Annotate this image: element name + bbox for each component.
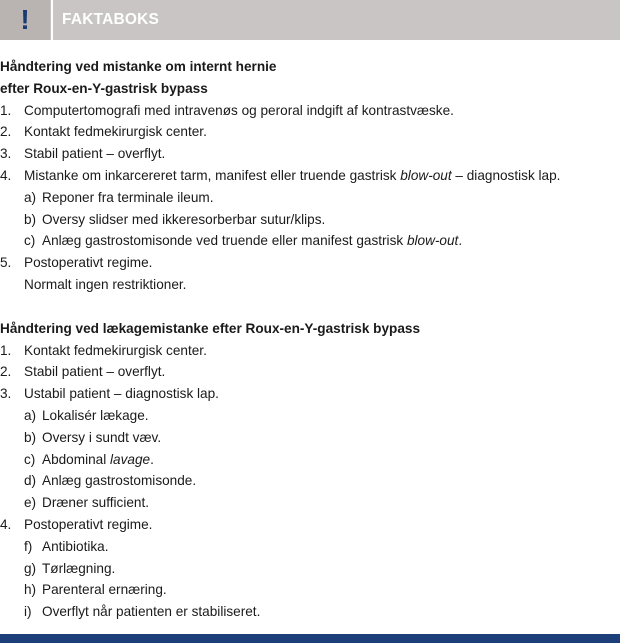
item-number: 3. [0, 146, 12, 162]
sub-item [0, 558, 612, 580]
sub-item-letter: c) [24, 233, 36, 249]
item-text: – diagnostisk lap. [451, 167, 561, 183]
list-item [0, 361, 612, 383]
sub-item [0, 427, 612, 449]
sub-item-letter: i) [24, 604, 32, 620]
sub-item-text: . [458, 233, 463, 249]
sub-item-letter: b) [24, 429, 37, 445]
sub-item [0, 579, 612, 601]
sub-item [0, 470, 612, 492]
sub-item [0, 536, 612, 558]
item-number: 1. [0, 342, 12, 358]
list-item [0, 100, 612, 122]
list-item [0, 252, 612, 274]
sub-item [0, 405, 612, 427]
item-text: Mistanke om inkarcereret tarm, manifest eller truende gastrisk [24, 167, 401, 183]
sub-item [0, 230, 612, 252]
sub-item-letter: c) [24, 451, 36, 467]
item-number: 5. [0, 255, 12, 271]
item-number: 1. [0, 102, 12, 118]
list-item [0, 340, 612, 362]
sub-item-text: Parenteral ernæring. [42, 582, 167, 598]
item-text: Postoperativt regime. [24, 516, 153, 532]
sub-item-text-emphasis: blow-out [406, 233, 459, 249]
item-continuation: Normalt ingen restriktioner. [24, 276, 187, 292]
sub-item-text: Anlæg gastrostomisonde ved truende eller manifest gastrisk [42, 233, 407, 249]
section1-title-line1: Håndtering ved mistanke om internt hernie [0, 59, 277, 74]
factbox-content [0, 56, 612, 623]
sub-item-text: . [150, 451, 154, 467]
item-number: 2. [0, 364, 12, 380]
sub-item [0, 187, 612, 209]
item-text: Kontakt fedmekirurgisk center. [24, 124, 207, 140]
item-text-emphasis: blow-out [400, 167, 452, 183]
header-divider [51, 0, 53, 40]
sub-item [0, 449, 612, 471]
sub-item-letter: a) [24, 407, 37, 423]
sub-item [0, 492, 612, 514]
item-text: Computertomografi med intravenøs og peroral indgift af kontrastvæske. [24, 102, 454, 118]
sub-item [0, 601, 612, 623]
sub-item-text: Lokalisér lækage. [42, 407, 149, 423]
sub-item-text: Abdominal [42, 451, 111, 467]
item-text: Postoperativt regime. [24, 255, 153, 271]
section2-title: Håndtering ved lækagemistanke efter Roux-en-Y-gastrisk bypass [0, 320, 421, 336]
item-text: Stabil patient – overflyt. [24, 146, 166, 162]
sub-item-text: Reponer fra terminale ileum. [42, 189, 214, 205]
sub-item-text: Antibiotika. [42, 538, 109, 554]
sub-item-letter: f) [24, 538, 33, 554]
sub-item-text: Anlæg gastrostomisonde. [42, 473, 197, 489]
item-number: 4. [0, 516, 12, 532]
item-text: Kontakt fedmekirurgisk center. [24, 342, 207, 358]
sub-item-text-emphasis: lavage [110, 451, 151, 467]
sub-item-text: Overflyt når patienten er stabiliseret. [42, 604, 261, 620]
exclamation-icon: ! [0, 0, 50, 40]
sub-item-text: Tørlægning. [42, 560, 116, 576]
item-text: Ustabil patient – diagnostisk lap. [24, 386, 219, 402]
sub-item-letter: d) [24, 473, 37, 489]
sub-item-letter: h) [24, 582, 37, 598]
item-number: 2. [0, 124, 12, 140]
sub-item-letter: b) [24, 211, 37, 227]
section1-title-line2: efter Roux-en-Y-gastrisk bypass [0, 80, 208, 96]
sub-item-text: Oversy slidser med ikkeresorberbar sutur/klips. [42, 211, 326, 227]
list-item [0, 143, 612, 165]
list-item [0, 165, 612, 187]
item-number: 3. [0, 386, 12, 402]
sub-item [0, 209, 612, 231]
list-item [0, 121, 612, 143]
factbox-title: FAKTABOKS [62, 11, 160, 28]
sub-item-letter: a) [24, 189, 37, 205]
sub-item-text: Oversy i sundt væv. [42, 429, 162, 445]
item-text: Stabil patient – overflyt. [24, 364, 166, 380]
section-gap [0, 296, 612, 318]
sub-item-letter: g) [24, 560, 37, 576]
sub-item-letter: e) [24, 495, 37, 511]
factbox-header [0, 0, 620, 40]
list-item [0, 383, 612, 405]
list-item [0, 514, 612, 536]
factbox-footer-bar [0, 634, 620, 643]
item-number: 4. [0, 167, 12, 183]
sub-item-text: Dræner sufficient. [42, 495, 150, 511]
